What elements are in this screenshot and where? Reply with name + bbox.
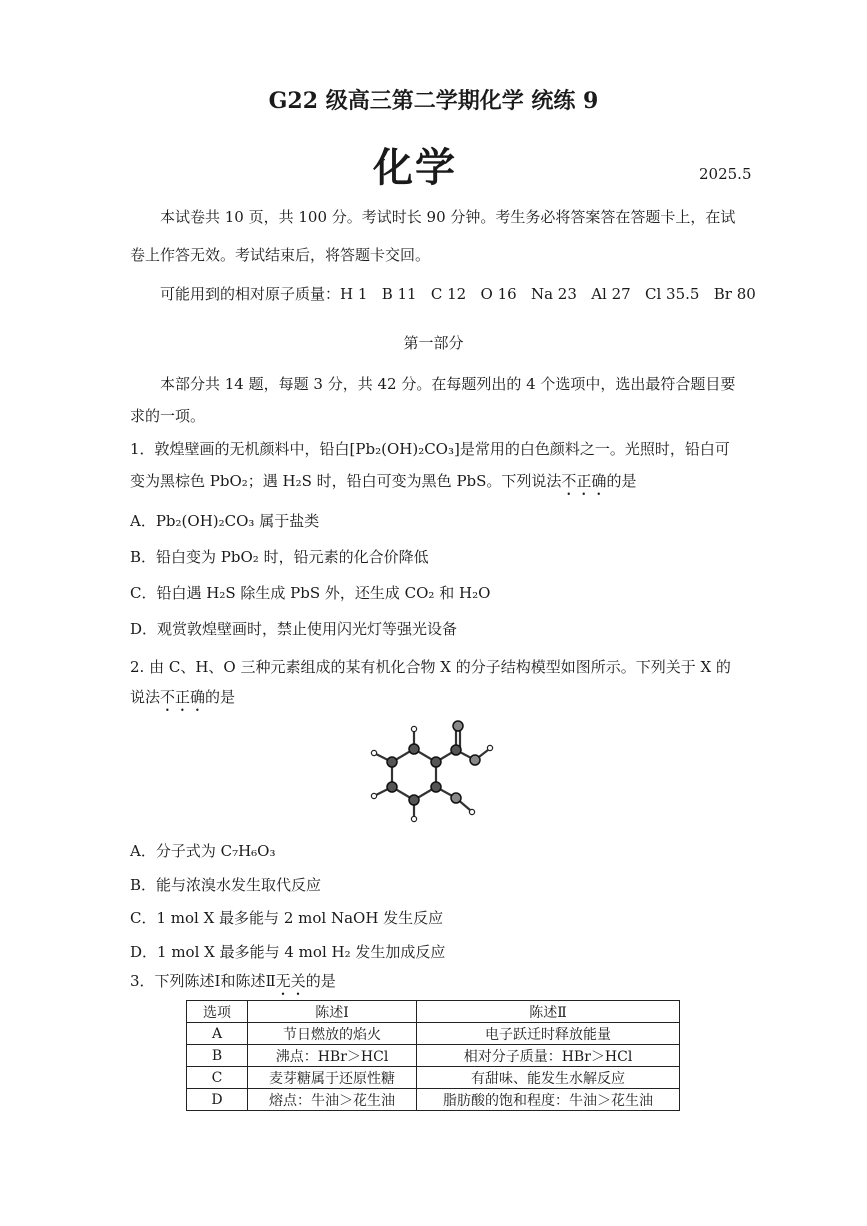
q3-stem-end: 的是: [305, 972, 336, 990]
table-cell: B: [187, 1045, 248, 1067]
q2-emphasis: 不正确: [160, 688, 206, 706]
q2-stem-line-1: 2. 由 C、H、O 三种元素组成的某有机化合物 X 的分子结构模型如图所示。下列关于 X 的: [130, 658, 731, 676]
table-header-cell: 陈述Ⅰ: [248, 1001, 417, 1023]
q2-stem-text: 说法: [130, 688, 161, 706]
q3-stem: [130, 970, 336, 999]
section-intro-1: 本部分共 14 题，每题 3 分，共 42 分。在每题列出的 4 个选项中，选出最符合题目要: [160, 375, 736, 393]
q1-option-b: B．铅白变为 PbO₂ 时，铅元素的化合价降低: [130, 548, 429, 566]
molecule-bonds: [376, 729, 488, 816]
exam-date: 2025.5: [699, 165, 752, 183]
table-header-row: [187, 1001, 680, 1023]
table-row: [187, 1067, 680, 1089]
table-row: [187, 1045, 680, 1067]
intro-line-1: 本试卷共 10 页，共 100 分。考试时长 90 分钟。考生务必将答案答在答题卡上，在试: [160, 208, 736, 226]
q1-emphasis: 不正确: [561, 472, 607, 490]
table-cell: A: [187, 1023, 248, 1045]
q1-option-a: A．Pb₂(OH)₂CO₃ 属于盐类: [130, 512, 320, 530]
table-cell: D: [187, 1089, 248, 1111]
q1-stem-end: 的是: [606, 472, 637, 490]
q1-option-d: D．观赏敦煌壁画时，禁止使用闪光灯等强光设备: [130, 620, 458, 638]
q2-option-c: C．1 mol X 最多能与 2 mol NaOH 发生反应: [130, 909, 444, 927]
molecule-model-figure: [366, 714, 506, 830]
table-cell: 电子跃迁时释放能量: [417, 1023, 680, 1045]
q1-stem-text: 变为黑棕色 PbO₂；遇 H₂S 时，铅白可变为黑色 PbS。下列说法: [130, 472, 562, 490]
q3-emphasis: 无关: [275, 972, 306, 990]
intro-line-2: 卷上作答无效。考试结束后，将答题卡交回。: [130, 246, 431, 264]
q2-option-a: A．分子式为 C₇H₆O₃: [130, 842, 276, 860]
q1-stem-line-1: 1．敦煌壁画的无机颜料中，铅白[Pb₂(OH)₂CO₃]是常用的白色颜料之一。光照时，铅白可: [130, 440, 730, 458]
q3-stem-text: 3．下列陈述Ⅰ和陈述Ⅱ: [130, 972, 276, 990]
table-row: [187, 1089, 680, 1111]
table-header-cell: 选项: [187, 1001, 248, 1023]
section-title: 第一部分: [403, 334, 464, 352]
table-cell: 脂肪酸的饱和程度：牛油＞花生油: [417, 1089, 680, 1111]
q2-stem-end: 的是: [205, 688, 236, 706]
q1-stem-line-2: [130, 470, 636, 499]
table-cell: 有甜味、能发生水解反应: [417, 1067, 680, 1089]
atomic-masses: 可能用到的相对原子质量：H 1 B 11 C 12 O 16 Na 23 Al 27 Cl 35.5 Br 80: [160, 285, 756, 303]
table-cell: C: [187, 1067, 248, 1089]
table-header-cell: 陈述Ⅱ: [417, 1001, 680, 1023]
section-intro-2: 求的一项。: [130, 407, 206, 425]
q3-table: [186, 1000, 680, 1111]
exam-header: G22 级高三第二学期化学 统练 9: [268, 88, 599, 114]
q2-option-d: D．1 mol X 最多能与 4 mol H₂ 发生加成反应: [130, 943, 446, 961]
table-cell: 熔点：牛油＞花生油: [248, 1089, 417, 1111]
q2-stem-line-2: [130, 686, 235, 715]
subject-title: 化学: [373, 144, 457, 191]
q1-option-c: C．铅白遇 H₂S 除生成 PbS 外，还生成 CO₂ 和 H₂O: [130, 584, 491, 602]
table-cell: 节日燃放的焰火: [248, 1023, 417, 1045]
table-row: [187, 1023, 680, 1045]
molecule-hydrogens: [371, 726, 492, 821]
q2-option-b: B．能与浓溴水发生取代反应: [130, 876, 322, 894]
table-cell: 麦芽糖属于还原性糖: [248, 1067, 417, 1089]
table-cell: 沸点：HBr＞HCl: [248, 1045, 417, 1067]
table-cell: 相对分子质量：HBr＞HCl: [417, 1045, 680, 1067]
